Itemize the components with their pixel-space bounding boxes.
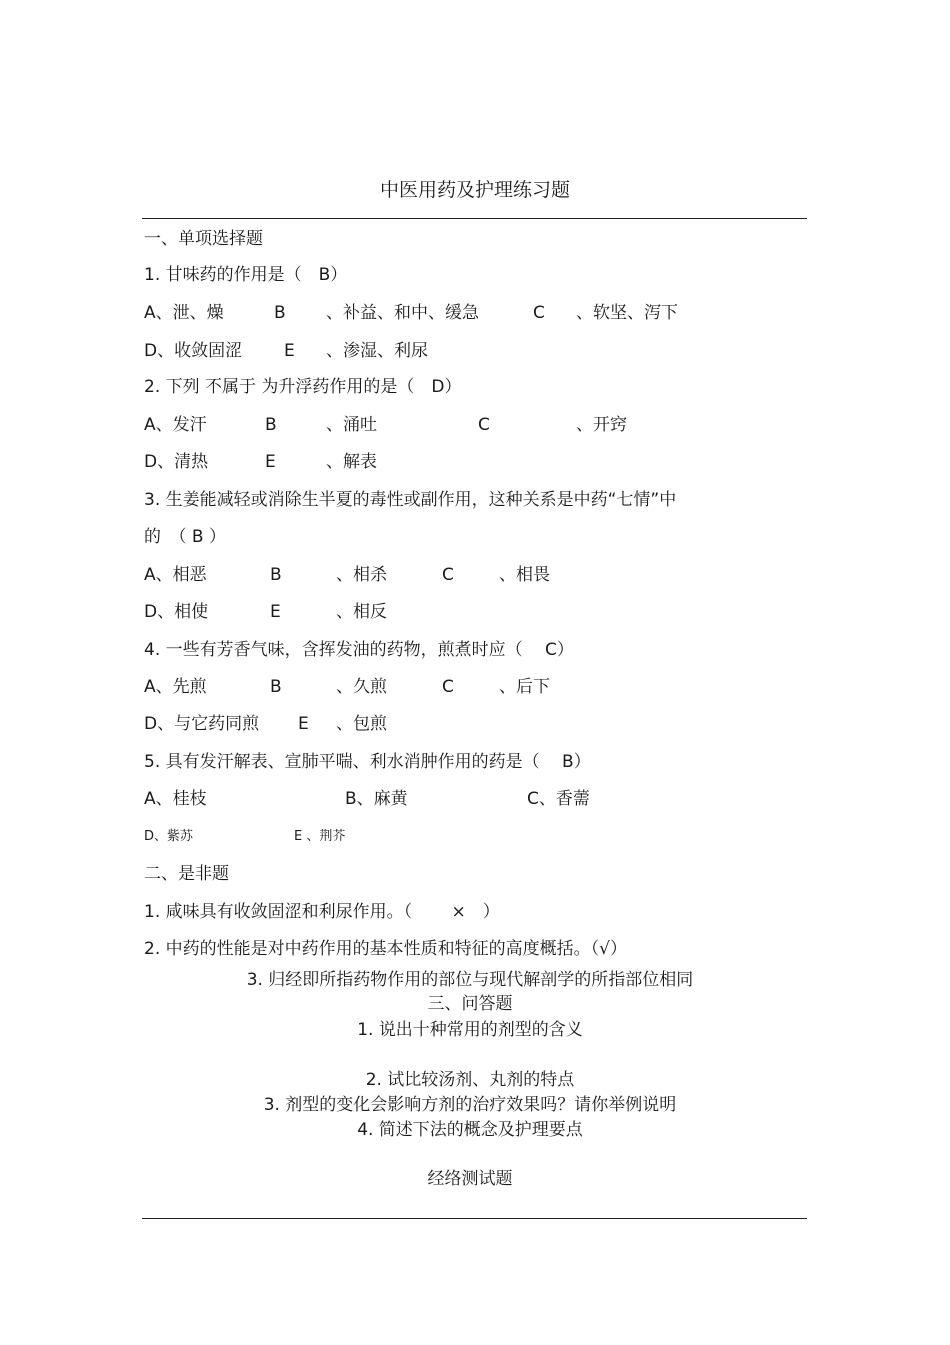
- question-1-text: 1. 甘味药的作用是（ B）: [144, 265, 348, 285]
- q2-option-b-letter: B: [265, 415, 277, 435]
- q4-option-e-letter: E: [298, 714, 309, 734]
- q4-option-a: A、先煎: [144, 677, 207, 697]
- q3-option-e-letter: E: [270, 602, 281, 622]
- q2-option-c-text: 、开窍: [576, 415, 627, 435]
- q2-option-a: A、发汗: [144, 415, 207, 435]
- short-answer-item-4: 4. 简述下法的概念及护理要点: [357, 1120, 583, 1140]
- true-false-item-1: 1. 咸味具有收敛固涩和利尿作用。（ × ）: [144, 902, 500, 922]
- q4-option-b-letter: B: [270, 677, 282, 697]
- question-5-text: 5. 具有发汗解表、宣肺平喘、利水消肿作用的药是（ B）: [144, 752, 591, 772]
- q3-option-a: A、相恶: [144, 565, 207, 585]
- question-3-text-line1: 3. 生姜能减轻或消除生半夏的毒性或副作用，这种关系是中药“七情”中: [144, 490, 677, 510]
- q1-option-e-letter: E: [284, 341, 295, 361]
- q3-option-d: D、相使: [144, 602, 209, 622]
- q2-option-c-letter: C: [478, 415, 490, 435]
- q5-option-a: A、桂枝: [144, 789, 207, 809]
- q3-option-c-letter: C: [442, 565, 454, 585]
- q4-option-e-text: 、包煎: [336, 714, 387, 734]
- q5-option-e: E 、荆芥: [294, 829, 346, 844]
- next-section-title: 经络测试题: [427, 1169, 513, 1189]
- short-answer-item-1: 1. 说出十种常用的剂型的含义: [357, 1020, 583, 1040]
- q1-option-b-letter: B: [274, 303, 286, 323]
- section-heading-single-choice: 一、单项选择题: [144, 229, 263, 249]
- q1-option-b-text: 、补益、和中、缓急: [326, 303, 479, 323]
- true-false-item-3: 3. 归经即所指药物作用的部位与现代解剖学的所指部位相同: [246, 970, 694, 990]
- q3-option-e-text: 、相反: [336, 602, 387, 622]
- question-2-text: 2. 下列 不属于 为升浮药作用的是（ D）: [144, 377, 462, 397]
- q3-option-c-text: 、相畏: [499, 565, 550, 585]
- q1-option-d: D、收敛固涩: [144, 341, 243, 361]
- q4-option-c-text: 、后下: [499, 677, 550, 697]
- q3-option-b-letter: B: [270, 565, 282, 585]
- true-false-item-2: 2. 中药的性能是对中药作用的基本性质和特征的高度概括。（√）: [144, 939, 627, 959]
- q1-option-e-text: 、渗湿、利尿: [326, 341, 428, 361]
- q2-option-e-letter: E: [265, 452, 276, 472]
- question-4-text: 4. 一些有芳香气味，含挥发油的药物，煎煮时应（ C）: [144, 640, 574, 660]
- q5-option-b: B、麻黄: [345, 789, 408, 809]
- short-answer-item-2: 2. 试比较汤剂、丸剂的特点: [365, 1070, 575, 1090]
- q3-option-b-text: 、相杀: [336, 565, 387, 585]
- q5-option-d: D、紫苏: [144, 829, 194, 844]
- short-answer-item-3: 3. 剂型的变化会影响方剂的治疗效果吗？请你举例说明: [263, 1095, 677, 1115]
- q4-option-d: D、与它药同煎: [144, 714, 260, 734]
- q2-option-e-text: 、解表: [326, 452, 377, 472]
- q1-option-a: A、泄、燥: [144, 303, 224, 323]
- q2-option-b-text: 、涌吐: [326, 415, 377, 435]
- title-divider: [142, 218, 807, 219]
- question-3-text-line2: 的 （ B ）: [144, 527, 226, 547]
- q1-option-c-letter: C: [533, 303, 545, 323]
- bottom-divider: [142, 1218, 807, 1219]
- q4-option-c-letter: C: [442, 677, 454, 697]
- q4-option-b-text: 、久煎: [336, 677, 387, 697]
- section-heading-short-answer: 三、问答题: [427, 994, 513, 1014]
- section-heading-true-false: 二、是非题: [144, 864, 229, 884]
- q5-option-c: C、香薷: [527, 789, 590, 809]
- page-title: 中医用药及护理练习题: [379, 179, 570, 201]
- q1-option-c-text: 、软坚、泻下: [576, 303, 678, 323]
- q2-option-d: D、清热: [144, 452, 209, 472]
